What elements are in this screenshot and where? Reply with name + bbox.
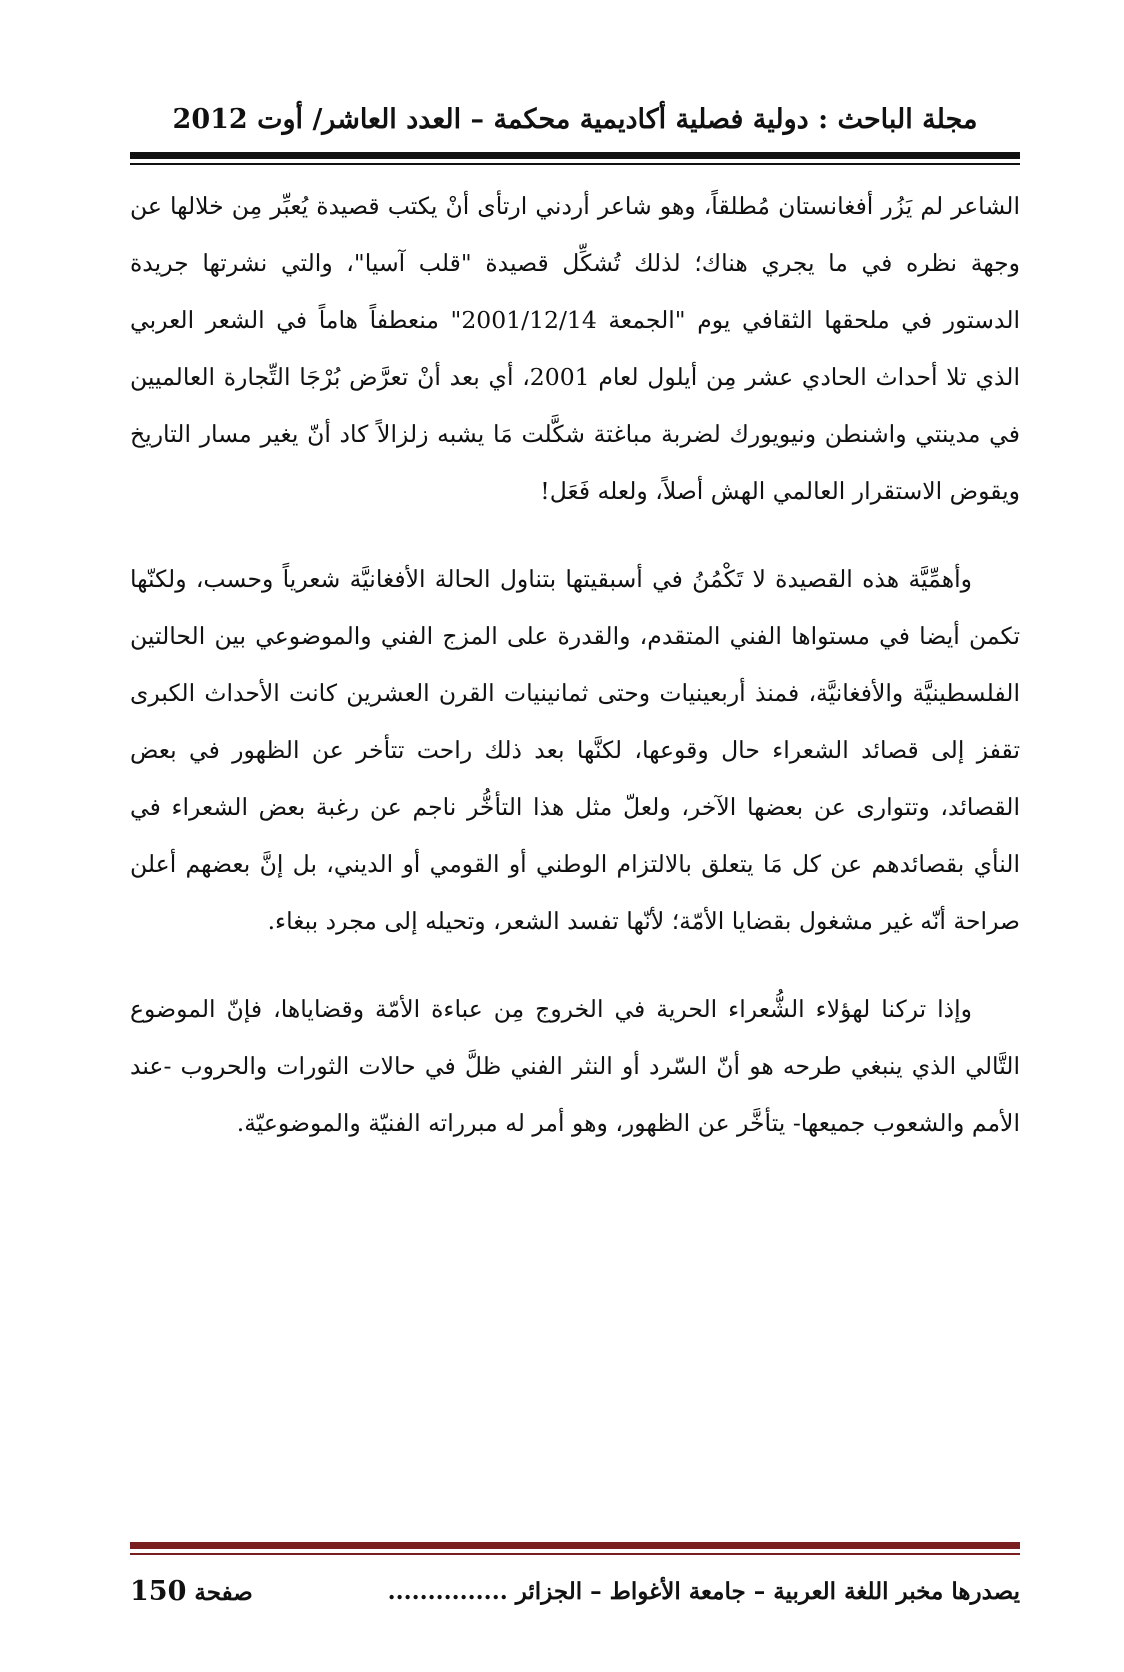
footer-publisher: يصدرها مخبر اللغة العربية – جامعة الأغواط – الجزائر ...............: [387, 1578, 1020, 1605]
paragraph-2: وأهمِّيَّة هذه القصيدة لا تَكْمُنُ في أسبقيتها بتناول الحالة الأفغانيَّة شعرياً وحسب، ولكنّها تكمن أيضا في مستواها الفني المتقدم، والقدرة على المزج الفني والموضوعي بين الحالتين الفلسطينيَّة والأفغانيَّة، فمنذ أربعينيات وحتى ثمانينيات القرن العشرين كانت الأحداث الكبرى تقفز إلى قصائد الشعراء حال وقوعها، لكنَّها بعد ذلك راحت تتأخر عن الظهور في بعض القصائد، وتتوارى عن بعضها الآخر، ولعلّ مثل هذا التأخُّر ناجم عن رغبة بعض الشعراء في النأي بقصائدهم عن كل مَا يتعلق بالالتزام الوطني أو القومي أو الديني، بل إنَّ بعضهم أعلن صراحة أنّه غير مشغول بقضايا الأمّة؛ لأنّها تفسد الشعر، وتحيله إلى مجرد ببغاء.: [130, 565, 1020, 935]
journal-header-title: مجلة الباحث : دولية فصلية أكاديمية محكمة – العدد العاشر/ أوت 2012: [172, 104, 978, 135]
page-footer: [130, 1570, 1020, 1614]
footer-rule-thin: [130, 1553, 1020, 1555]
page-number: 150: [130, 1576, 187, 1607]
article-body: [130, 178, 1020, 1152]
footer-page-indicator: [130, 1570, 253, 1615]
paragraph-3: وإذا تركنا لهؤلاء الشُّعراء الحرية في الخروج مِن عباءة الأمّة وقضاياها، فإنّ الموضوع التَّالي الذي ينبغي طرحه هو أنّ السّرد أو النثر الفني ظلَّ في حالات الثورات والحروب -عند الأمم والشعوب جميعها- يتأخَّر عن الظهور، وهو أمر له مبرراته الفنيّة والموضوعيّة.: [130, 995, 1020, 1137]
header-rule-thin: [130, 163, 1020, 165]
paragraph-1: الشاعر لم يَزُر أفغانستان مُطلقاً، وهو شاعر أردني ارتأى أنْ يكتب قصيدة يُعبِّر مِن خلالها عن وجهة نظره في ما يجري هناك؛ لذلك تُشكِّل قصيدة "قلب آسيا"، والتي نشرتها جريدة الدستور في ملحقها الثقافي يوم "الجمعة 2001/12/14" منعطفاً هاماً في الشعر العربي الذي تلا أحداث الحادي عشر مِن أيلول لعام 2001، أي بعد أنْ تعرَّض بُرْجَا التِّجارة العالميين في مدينتي واشنطن ونيويورك لضربة مباغتة شكَّلت مَا يشبه زلزالاً كاد أنّ يغير مسار التاريخ ويقوض الاستقرار العالمي الهش أصلاً، ولعله فَعَل!: [130, 192, 1021, 505]
footer-rule-thick: [130, 1542, 1020, 1549]
page-label: صفحة: [194, 1579, 253, 1606]
header-rule-thick: [130, 152, 1020, 159]
